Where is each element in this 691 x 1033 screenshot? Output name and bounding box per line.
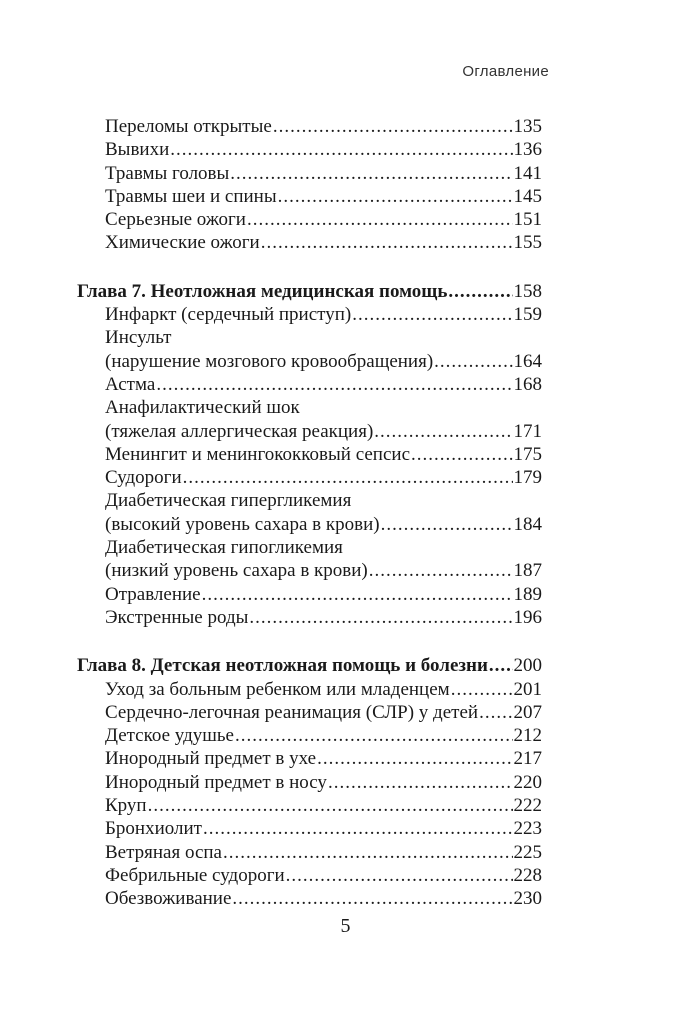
toc-entry-title: Судороги bbox=[105, 467, 182, 489]
toc-entry-line bbox=[77, 396, 542, 419]
dot-leader bbox=[374, 420, 512, 443]
toc-page-number: 189 bbox=[513, 583, 542, 605]
toc-entry-title: (высокий уровень сахара в крови) bbox=[105, 513, 380, 535]
toc-page-number: 196 bbox=[513, 606, 542, 628]
toc-entry bbox=[77, 350, 542, 373]
toc-entry-title: Травмы головы bbox=[105, 162, 230, 184]
toc-page-number: 201 bbox=[513, 678, 542, 700]
toc-entry-title: Экстренные роды bbox=[105, 606, 249, 628]
toc-entry bbox=[77, 794, 542, 817]
toc-entry bbox=[77, 583, 542, 606]
dot-leader bbox=[156, 373, 512, 396]
dot-leader bbox=[411, 443, 512, 466]
toc-entry bbox=[77, 887, 542, 910]
dot-leader bbox=[489, 654, 513, 677]
toc-entry-title: Травмы шеи и спины bbox=[105, 185, 277, 207]
toc-entry-title: Бронхиолит bbox=[105, 818, 202, 840]
toc-entry-title: Анафилактический шок bbox=[105, 397, 300, 419]
toc-entry-line bbox=[77, 536, 542, 559]
toc-page-number: 164 bbox=[513, 350, 542, 372]
toc-entry-title: Серьезные ожоги bbox=[105, 209, 246, 231]
dot-leader bbox=[148, 794, 513, 817]
toc-entry bbox=[77, 724, 542, 747]
toc-page-number: 141 bbox=[513, 162, 542, 184]
dot-leader bbox=[202, 583, 513, 606]
toc-page-number: 230 bbox=[513, 888, 542, 910]
toc-entry-title: Круп bbox=[105, 795, 147, 817]
toc-page-number: 136 bbox=[513, 139, 542, 161]
toc-entry-line bbox=[77, 489, 542, 512]
dot-leader bbox=[247, 208, 513, 231]
dot-leader bbox=[232, 887, 512, 910]
toc-entry bbox=[77, 443, 542, 466]
toc-entry bbox=[77, 466, 542, 489]
dot-leader bbox=[235, 724, 513, 747]
toc-entry bbox=[77, 559, 542, 582]
toc-page-number: 222 bbox=[513, 795, 542, 817]
toc-entry-title: (низкий уровень сахара в крови) bbox=[105, 560, 368, 582]
toc-entry-title: Уход за больным ребенком или младенцем bbox=[105, 678, 450, 700]
dot-leader bbox=[381, 513, 513, 536]
dot-leader bbox=[273, 115, 513, 138]
toc-page-number: 171 bbox=[513, 420, 542, 442]
toc-entry-title: Инфаркт (сердечный приступ) bbox=[105, 304, 352, 326]
toc-entry bbox=[77, 208, 542, 231]
dot-leader bbox=[328, 771, 513, 794]
table-of-contents bbox=[77, 115, 542, 911]
toc-entry bbox=[77, 817, 542, 840]
dot-leader bbox=[352, 303, 512, 326]
toc-page-number: 155 bbox=[513, 232, 542, 254]
toc-entry-title: Инсульт bbox=[105, 327, 172, 349]
toc-page-number: 228 bbox=[513, 864, 542, 886]
toc-entry-title: Сердечно-легочная реанимация (СЛР) у детей bbox=[105, 701, 479, 723]
dot-leader bbox=[278, 185, 513, 208]
toc-entry bbox=[77, 185, 542, 208]
toc-entry bbox=[77, 678, 542, 701]
toc-page-number: 179 bbox=[513, 467, 542, 489]
toc-entry-title: (нарушение мозгового кровообращения) bbox=[105, 350, 434, 372]
toc-chapter-title: Глава 7. Неотложная медицинская помощь bbox=[77, 280, 448, 302]
toc-entry-title: Астма bbox=[105, 373, 156, 395]
toc-page-number: 217 bbox=[513, 748, 542, 770]
toc-entry-title: Инородный предмет в ухе bbox=[105, 748, 317, 770]
dot-leader bbox=[286, 864, 513, 887]
toc-page-number: 135 bbox=[513, 116, 542, 137]
page-number: 5 bbox=[340, 915, 351, 937]
toc-page-number: 159 bbox=[513, 304, 542, 326]
toc-entry bbox=[77, 115, 542, 138]
dot-leader bbox=[170, 138, 512, 161]
toc-page-number: 158 bbox=[513, 280, 542, 302]
toc-page-number: 223 bbox=[513, 818, 542, 840]
toc-entry-title: Переломы открытые bbox=[105, 116, 272, 137]
toc-page-number: 184 bbox=[513, 513, 542, 535]
dot-leader bbox=[451, 678, 513, 701]
toc-entry bbox=[77, 420, 542, 443]
toc-entry bbox=[77, 373, 542, 396]
running-header: Оглавление bbox=[462, 63, 549, 80]
dot-leader bbox=[261, 231, 513, 254]
toc-page-number: 220 bbox=[513, 771, 542, 793]
toc-entry-title: Инородный предмет в носу bbox=[105, 771, 327, 793]
toc-chapter-title: Глава 8. Детская неотложная помощь и болезни bbox=[77, 655, 488, 677]
toc-page-number: 225 bbox=[513, 841, 542, 863]
toc-page-number: 145 bbox=[513, 185, 542, 207]
toc-entry bbox=[77, 138, 542, 161]
toc-page-number: 207 bbox=[513, 701, 542, 723]
toc-entry bbox=[77, 513, 542, 536]
toc-entry bbox=[77, 162, 542, 185]
toc-page-number: 212 bbox=[513, 725, 542, 747]
toc-entry bbox=[77, 231, 542, 254]
dot-leader bbox=[183, 466, 513, 489]
toc-entry bbox=[77, 303, 542, 326]
toc-entry-title: Химические ожоги bbox=[105, 232, 260, 254]
dot-leader bbox=[448, 280, 512, 303]
toc-chapter bbox=[77, 280, 542, 303]
dot-leader bbox=[230, 162, 512, 185]
toc-entry-title: (тяжелая аллергическая реакция) bbox=[105, 420, 374, 442]
toc-page-number: 175 bbox=[513, 443, 542, 465]
dot-leader bbox=[369, 559, 513, 582]
toc-entry-title: Вывихи bbox=[105, 139, 170, 161]
toc-page-number: 187 bbox=[513, 560, 542, 582]
toc-page-number: 168 bbox=[513, 373, 542, 395]
dot-leader bbox=[223, 841, 513, 864]
dot-leader bbox=[479, 701, 512, 724]
toc-entry-title: Диабетическая гипогликемия bbox=[105, 537, 343, 559]
toc-page-number: 151 bbox=[513, 209, 542, 231]
toc-entry bbox=[77, 841, 542, 864]
toc-entry-title: Менингит и менингококковый сепсис bbox=[105, 443, 411, 465]
toc-entry-title: Детское удушье bbox=[105, 725, 234, 747]
toc-chapter bbox=[77, 654, 542, 677]
toc-entry bbox=[77, 771, 542, 794]
toc-entry bbox=[77, 747, 542, 770]
toc-page-number: 200 bbox=[513, 655, 542, 677]
toc-entry bbox=[77, 701, 542, 724]
dot-leader bbox=[203, 817, 513, 840]
toc-entry-title: Ветряная оспа bbox=[105, 841, 222, 863]
dot-leader bbox=[249, 606, 512, 629]
toc-entry-title: Обезвоживание bbox=[105, 888, 232, 910]
toc-entry bbox=[77, 864, 542, 887]
toc-entry-title: Отравление bbox=[105, 583, 201, 605]
dot-leader bbox=[317, 747, 512, 770]
toc-entry-title: Фебрильные судороги bbox=[105, 864, 285, 886]
toc-entry-line bbox=[77, 326, 542, 349]
dot-leader bbox=[434, 350, 512, 373]
toc-entry-title: Диабетическая гипергликемия bbox=[105, 490, 352, 512]
toc-entry bbox=[77, 606, 542, 629]
